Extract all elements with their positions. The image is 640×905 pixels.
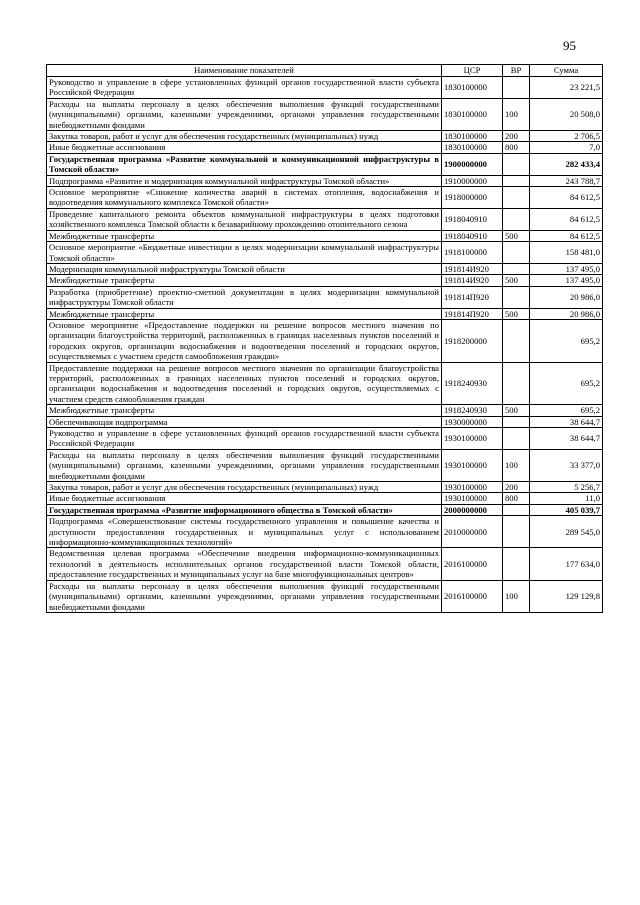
- row-csr: 2010000000: [442, 516, 503, 548]
- row-vr: 500: [503, 405, 530, 416]
- row-csr: 2000000000: [442, 504, 503, 515]
- row-sum: 177 634,0: [530, 548, 603, 580]
- table-row: [47, 548, 603, 580]
- row-vr: [503, 504, 530, 515]
- header-sum: Сумма: [530, 65, 603, 77]
- header-name: Наименование показателей: [47, 65, 442, 77]
- row-vr: [503, 242, 530, 264]
- budget-table: [46, 64, 603, 613]
- row-vr: 500: [503, 308, 530, 319]
- row-csr: 1930100000: [442, 449, 503, 481]
- table-row: [47, 98, 603, 130]
- row-csr: 1918240930: [442, 405, 503, 416]
- row-name: Расходы на выплаты персоналу в целях обеспечения выполнения функций государственными (муниципальными) органами, казенными учреждениями, органами управления государственными внебюджетными фондами: [47, 98, 442, 130]
- row-vr: 100: [503, 580, 530, 612]
- row-csr: 1930100000: [442, 493, 503, 504]
- row-csr: 1918100000: [442, 242, 503, 264]
- row-name: Межбюджетные трансферты: [47, 308, 442, 319]
- row-name: Разработка (приобретение) проектно-сметной документации в целях модернизации коммунальной инфраструктуры Томской области: [47, 286, 442, 308]
- row-name: Расходы на выплаты персоналу в целях обеспечения выполнения функций государственными (муниципальными) органами, казенными учреждениями, органами управления государственными внебюджетными фондами: [47, 580, 442, 612]
- header-vr: ВР: [503, 65, 530, 77]
- row-name: Обеспечивающая подпрограмма: [47, 416, 442, 427]
- row-name: Предоставление поддержки на решение вопросов местного значения по организации благоустройства территорий, расположенных в границах населенных пунктов поселений и городских округов, организации водоснабжения и водоотведения поселений и городских округов, осуществляемых с участием средств самообложения граждан: [47, 362, 442, 405]
- table-row: [47, 362, 603, 405]
- row-vr: 100: [503, 98, 530, 130]
- table-row: [47, 449, 603, 481]
- row-sum: 84 612,5: [530, 187, 603, 209]
- table-body: [47, 77, 603, 613]
- row-name: Межбюджетные трансферты: [47, 405, 442, 416]
- row-name: Ведомственная целевая программа «Обеспечение внедрения информационно-коммуникационных технологий в деятельность исполнительных органов государственной власти Томской области, предоставление государственных и муниципальных услуг на базе многофункциональных центров»: [47, 548, 442, 580]
- row-csr: 1830100000: [442, 131, 503, 142]
- row-csr: 1930000000: [442, 416, 503, 427]
- row-vr: 800: [503, 493, 530, 504]
- row-vr: [503, 175, 530, 186]
- row-vr: [503, 77, 530, 99]
- row-sum: 282 433,4: [530, 153, 603, 175]
- row-sum: 5 256,7: [530, 482, 603, 493]
- row-csr: 1918000000: [442, 187, 503, 209]
- table-row: [47, 504, 603, 515]
- table-row: [47, 482, 603, 493]
- header-csr: ЦСР: [442, 65, 503, 77]
- row-vr: 100: [503, 449, 530, 481]
- table-row: [47, 428, 603, 450]
- table-header-row: [47, 65, 603, 77]
- row-vr: [503, 416, 530, 427]
- row-sum: 137 495,0: [530, 263, 603, 274]
- row-name: Подпрограмма «Совершенствование системы государственного управления и повышение качества и доступности предоставления государственных и муниципальных услуг с использованием информационно-коммуникационных технологий»: [47, 516, 442, 548]
- row-sum: 695,2: [530, 405, 603, 416]
- row-csr: 1830100000: [442, 142, 503, 153]
- row-csr: 1910000000: [442, 175, 503, 186]
- table-row: [47, 275, 603, 286]
- row-vr: [503, 319, 530, 362]
- row-name: Закупка товаров, работ и услуг для обеспечения государственных (муниципальных) нужд: [47, 482, 442, 493]
- row-vr: [503, 362, 530, 405]
- row-sum: 84 612,5: [530, 230, 603, 241]
- row-name: Подпрограмма «Развитие и модернизация коммунальной инфраструктуры Томской области»: [47, 175, 442, 186]
- row-csr: 1918040910: [442, 230, 503, 241]
- table-row: [47, 516, 603, 548]
- row-sum: 20 986,0: [530, 286, 603, 308]
- row-sum: 137 495,0: [530, 275, 603, 286]
- row-sum: 129 129,8: [530, 580, 603, 612]
- row-name: Основное мероприятие «Бюджетные инвестиции в целях модернизации коммунальной инфраструктуры Томской области»: [47, 242, 442, 264]
- row-vr: [503, 286, 530, 308]
- row-sum: 20 986,0: [530, 308, 603, 319]
- row-sum: 7,0: [530, 142, 603, 153]
- table-row: [47, 131, 603, 142]
- table-row: [47, 308, 603, 319]
- row-vr: [503, 516, 530, 548]
- row-csr: 2016100000: [442, 580, 503, 612]
- row-name: Основное мероприятие «Снижение количества аварий в системах отопления, водоснабжения и водоотведения коммунального комплекса Томской области»: [47, 187, 442, 209]
- row-vr: 500: [503, 275, 530, 286]
- row-csr: 191814П920: [442, 308, 503, 319]
- row-sum: 158 481,0: [530, 242, 603, 264]
- table-row: [47, 580, 603, 612]
- row-csr: 1918040910: [442, 208, 503, 230]
- row-name: Межбюджетные трансферты: [47, 275, 442, 286]
- row-csr: 191814П920: [442, 286, 503, 308]
- row-name: Иные бюджетные ассигнования: [47, 493, 442, 504]
- row-name: Закупка товаров, работ и услуг для обеспечения государственных (муниципальных) нужд: [47, 131, 442, 142]
- row-csr: 1830100000: [442, 98, 503, 130]
- table-row: [47, 416, 603, 427]
- row-name: Основное мероприятие «Предоставление поддержки на решение вопросов местного значения по организации благоустройства территорий, расположенных в границах населенных пунктов поселений и городских округов, организации водоснабжения и водоотведения поселений и городских округов, осуществляемых с участием средств самообложения граждан»: [47, 319, 442, 362]
- table-row: [47, 175, 603, 186]
- row-csr: 1918240930: [442, 362, 503, 405]
- row-name: Руководство и управление в сфере установленных функций органов государственной власти субъекта Российской Федерации: [47, 77, 442, 99]
- row-sum: 38 644,7: [530, 416, 603, 427]
- row-name: Проведение капитального ремонта объектов коммунальной инфраструктуры в целях подготовки хозяйственного комплекса Томской области к безаварийному прохождению отопительного сезона: [47, 208, 442, 230]
- row-sum: 84 612,5: [530, 208, 603, 230]
- row-sum: 33 377,0: [530, 449, 603, 481]
- row-csr: 1930100000: [442, 482, 503, 493]
- row-sum: 2 706,5: [530, 131, 603, 142]
- row-name: Руководство и управление в сфере установленных функций органов государственной власти субъекта Российской Федерации: [47, 428, 442, 450]
- row-vr: 500: [503, 230, 530, 241]
- row-sum: 695,2: [530, 362, 603, 405]
- row-vr: 200: [503, 482, 530, 493]
- table-row: [47, 263, 603, 274]
- row-name: Государственная программа «Развитие информационного общества в Томской области»: [47, 504, 442, 515]
- row-vr: [503, 187, 530, 209]
- row-vr: [503, 428, 530, 450]
- row-csr: 191814И920: [442, 275, 503, 286]
- row-csr: 1830100000: [442, 77, 503, 99]
- row-sum: 20 508,0: [530, 98, 603, 130]
- row-name: Расходы на выплаты персоналу в целях обеспечения выполнения функций государственными (муниципальными) органами, казенными учреждениями, органами управления государственными внебюджетными фондами: [47, 449, 442, 481]
- row-name: Модернизация коммунальной инфраструктуры Томской области: [47, 263, 442, 274]
- row-csr: 1930100000: [442, 428, 503, 450]
- row-sum: 243 788,7: [530, 175, 603, 186]
- row-sum: 38 644,7: [530, 428, 603, 450]
- row-name: Государственная программа «Развитие коммунальной и коммуникационной инфраструктуры в Томской области»: [47, 153, 442, 175]
- row-csr: 1900000000: [442, 153, 503, 175]
- table-row: [47, 77, 603, 99]
- row-name: Межбюджетные трансферты: [47, 230, 442, 241]
- table-row: [47, 208, 603, 230]
- row-vr: 800: [503, 142, 530, 153]
- row-vr: [503, 153, 530, 175]
- table-row: [47, 493, 603, 504]
- row-csr: 1918200000: [442, 319, 503, 362]
- row-vr: [503, 208, 530, 230]
- table-row: [47, 319, 603, 362]
- row-name: Иные бюджетные ассигнования: [47, 142, 442, 153]
- row-sum: 11,0: [530, 493, 603, 504]
- row-csr: 2016100000: [442, 548, 503, 580]
- row-vr: [503, 548, 530, 580]
- table-row: [47, 405, 603, 416]
- row-sum: 23 221,5: [530, 77, 603, 99]
- table-row: [47, 187, 603, 209]
- table-row: [47, 142, 603, 153]
- table-row: [47, 286, 603, 308]
- row-vr: 200: [503, 131, 530, 142]
- table-row: [47, 230, 603, 241]
- page-number: 95: [563, 38, 576, 53]
- row-sum: 405 039,7: [530, 504, 603, 515]
- row-vr: [503, 263, 530, 274]
- row-sum: 695,2: [530, 319, 603, 362]
- table-row: [47, 153, 603, 175]
- table-row: [47, 242, 603, 264]
- row-csr: 191814И920: [442, 263, 503, 274]
- row-sum: 289 545,0: [530, 516, 603, 548]
